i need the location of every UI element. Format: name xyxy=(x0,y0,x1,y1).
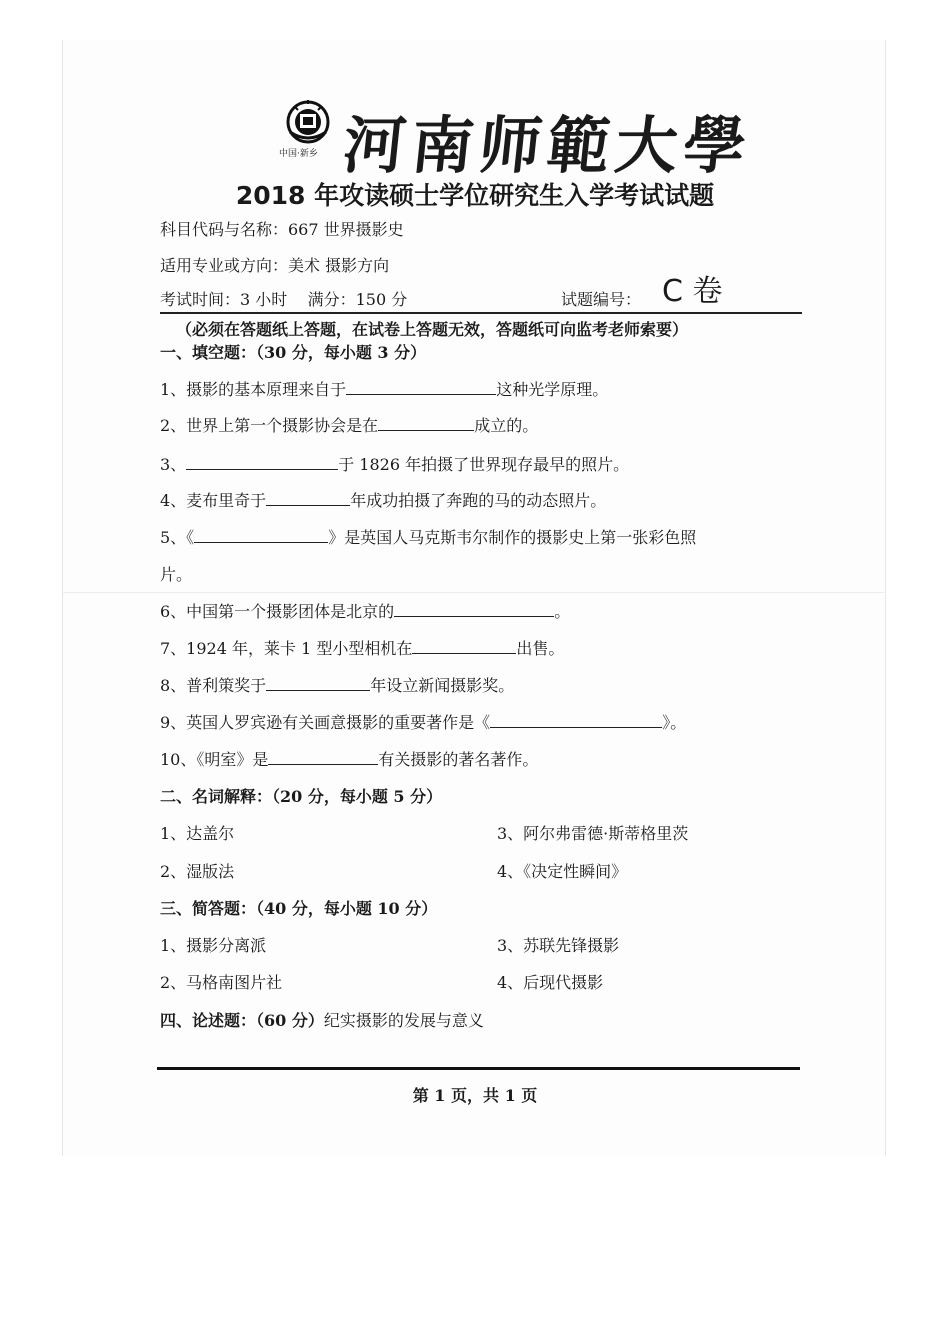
question-text: 1、摄影的基本原理来自于 xyxy=(160,380,347,399)
question-4 xyxy=(160,488,606,511)
term-item: 4、《决定性瞬间》 xyxy=(497,862,628,881)
question-8 xyxy=(160,673,514,696)
bottom-rule xyxy=(157,1067,800,1070)
paper-code-label: 试题编号： xyxy=(561,290,642,309)
question-text: 3、 xyxy=(160,455,187,474)
section-fill-title: 一、填空题：（30 分，每小题 3 分） xyxy=(160,343,427,362)
term-item: 1、达盖尔 xyxy=(160,824,235,843)
section-essay xyxy=(160,1008,484,1031)
question-text: 于 1826 年拍摄了世界现存最早的照片。 xyxy=(338,455,630,474)
time-score-line: 考试时间：3 小时 满分：150 分 xyxy=(160,290,408,309)
essay-topic: 纪实摄影的发展与意义 xyxy=(323,1011,484,1030)
term-item: 3、阿尔弗雷德·斯蒂格里茨 xyxy=(497,824,689,843)
paper-fold-line xyxy=(62,592,884,593)
short-answer-item: 2、马格南图片社 xyxy=(160,973,283,992)
question-text: 6、中国第一个摄影团体是北京的 xyxy=(160,602,395,621)
answer-blank xyxy=(490,713,662,728)
question-text: 出售。 xyxy=(516,639,565,658)
exam-title: 2018 年攻读硕士学位研究生入学考试试题 xyxy=(235,181,715,210)
section-terms-title: 二、名词解释：（20 分，每小题 5 分） xyxy=(160,787,443,806)
question-9 xyxy=(160,710,686,733)
short-answer-item: 3、苏联先锋摄影 xyxy=(497,936,620,955)
question-text: 》是英国人马克斯韦尔制作的摄影史上第一张彩色照 xyxy=(328,528,697,547)
question-2 xyxy=(160,413,538,436)
question-text: 这种光学原理。 xyxy=(496,380,609,399)
question-text: 成立的。 xyxy=(474,416,539,435)
answer-blank xyxy=(346,380,496,395)
header-rule xyxy=(160,312,802,314)
answer-blank xyxy=(194,528,328,543)
question-3 xyxy=(160,452,629,475)
section-essay-title: 四、论述题：（60 分） xyxy=(160,1011,324,1030)
answer-blank xyxy=(394,602,554,617)
question-7 xyxy=(160,636,564,659)
university-name: 河南师範大學 xyxy=(339,109,756,182)
question-text: 10、《明室》是 xyxy=(160,750,269,769)
question-6 xyxy=(160,599,570,622)
question-text: 8、普利策奖于 xyxy=(160,676,267,695)
major-line: 适用专业或方向：美术 摄影方向 xyxy=(160,256,390,275)
page-footer: 第 1 页，共 1 页 xyxy=(412,1086,538,1105)
question-5 xyxy=(160,525,696,548)
answer-blank xyxy=(378,416,474,431)
question-text: 年成功拍摄了奔跑的马的动态照片。 xyxy=(350,491,607,510)
section-short-title: 三、简答题：（40 分，每小题 10 分） xyxy=(160,899,438,918)
logo-caption: 中国·新乡 xyxy=(279,149,318,159)
question-text: 2、世界上第一个摄影协会是在 xyxy=(160,416,379,435)
answer-blank xyxy=(268,750,378,765)
subject-line: 科目代码与名称：667 世界摄影史 xyxy=(160,220,404,239)
answer-blank xyxy=(266,491,350,506)
question-text: 9、英国人罗宾逊有关画意摄影的重要著作是《 xyxy=(160,713,491,732)
answer-blank xyxy=(412,639,516,654)
answer-blank xyxy=(186,455,338,470)
question-5-continued: 片。 xyxy=(160,565,193,584)
question-10 xyxy=(160,747,538,770)
short-answer-item: 1、摄影分离派 xyxy=(160,936,267,955)
answer-blank xyxy=(266,676,370,691)
question-text: 7、1924 年，莱卡 1 型小型相机在 xyxy=(160,639,413,658)
question-text: 。 xyxy=(554,602,571,621)
term-item: 2、湿版法 xyxy=(160,862,235,881)
notice: （必须在答题纸上答题，在试卷上答题无效，答题纸可向监考老师索要） xyxy=(176,320,689,339)
paper-code: C 卷 xyxy=(662,274,723,309)
question-text: 5、《 xyxy=(160,528,195,547)
question-1 xyxy=(160,377,608,400)
question-text: 4、麦布里奇于 xyxy=(160,491,267,510)
question-text: 年设立新闻摄影奖。 xyxy=(370,676,515,695)
question-text: 有关摄影的著名著作。 xyxy=(378,750,539,769)
question-text: 》。 xyxy=(662,713,687,732)
short-answer-item: 4、后现代摄影 xyxy=(497,973,604,992)
